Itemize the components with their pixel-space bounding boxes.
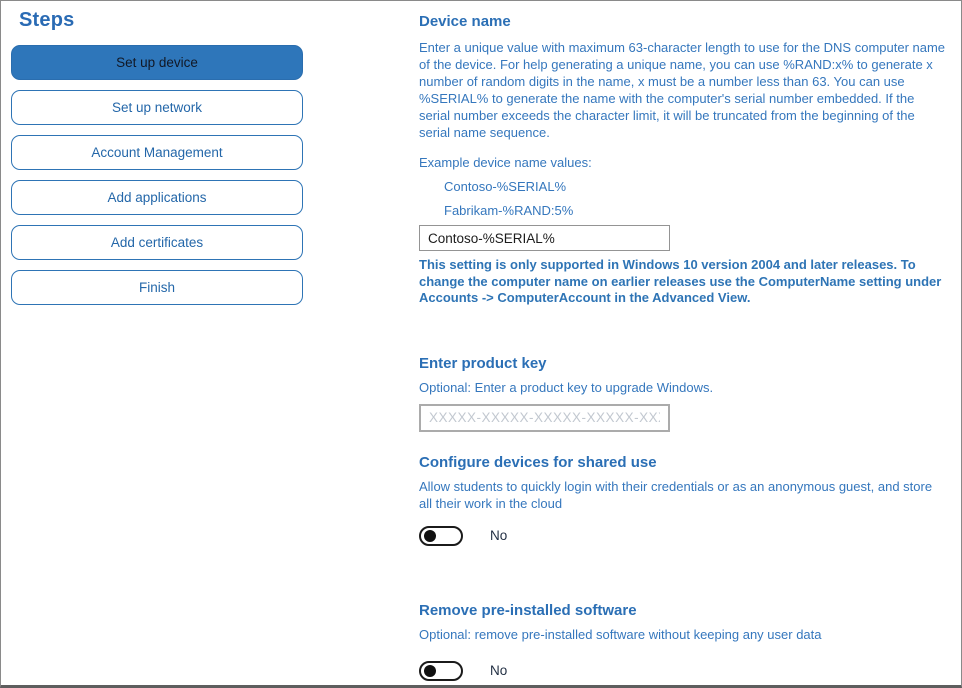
remove-software-description: Optional: remove pre-installed software without keeping any user data: [419, 626, 822, 642]
device-name-input[interactable]: [419, 225, 670, 251]
device-name-heading: Device name: [419, 13, 511, 30]
shared-use-toggle[interactable]: [419, 526, 463, 546]
step-label: Account Management: [91, 145, 223, 160]
remove-software-heading: Remove pre-installed software: [419, 601, 637, 619]
step-label: Add applications: [107, 190, 207, 205]
product-key-heading: Enter product key: [419, 354, 547, 372]
toggle-knob-icon: [424, 530, 436, 542]
example-values-label: Example device name values:: [419, 155, 592, 170]
step-label: Set up network: [111, 100, 203, 115]
example-value-fabrikam: Fabrikam-%RAND:5%: [444, 203, 574, 218]
remove-software-toggle-state: No: [490, 663, 508, 678]
step-finish[interactable]: [11, 270, 303, 305]
step-label: Finish: [138, 280, 175, 295]
shared-use-toggle-row: [419, 526, 947, 546]
shared-use-toggle-state: No: [490, 528, 508, 543]
step-add-applications[interactable]: [11, 180, 303, 215]
product-key-input[interactable]: [419, 404, 670, 432]
device-name-description: Enter a unique value with maximum 63-character length to use for the DNS computer name of the device. For help generating a unique name, you can use %RAND:x% to generate x number of random digits in the name, x must be a number less than 63. You can use %SERIAL% to generate the name with the computer's serial number embedded. If the serial number exceeds the character limit, it will be truncated from the beginning of the serial name sequence.: [419, 40, 946, 140]
product-key-description: Optional: Enter a product key to upgrade Windows.: [419, 379, 714, 395]
step-set-up-network[interactable]: [11, 90, 303, 125]
shared-use-description: Allow students to quickly login with their credentials or as an anonymous guest, and store all their work in the cloud: [419, 478, 933, 511]
toggle-knob-icon: [424, 665, 436, 677]
steps-sidebar: [11, 9, 303, 315]
step-label: Set up device: [116, 55, 198, 70]
example-value-contoso: Contoso-%SERIAL%: [444, 179, 567, 194]
step-set-up-device[interactable]: [11, 45, 303, 80]
shared-use-heading: Configure devices for shared use: [419, 453, 657, 471]
remove-software-toggle-row: [419, 661, 947, 681]
step-add-certificates[interactable]: [11, 225, 303, 260]
set-up-device-panel: [419, 7, 947, 681]
device-name-note: This setting is only supported in Windows 10 version 2004 and later releases. To change the computer name on earlier releases use the ComputerName setting under Accounts -> ComputerAccount in the Advanced View.: [419, 257, 942, 305]
steps-title: Steps: [19, 9, 75, 31]
step-label: Add certificates: [110, 235, 204, 250]
step-account-management[interactable]: [11, 135, 303, 170]
remove-software-toggle[interactable]: [419, 661, 463, 681]
